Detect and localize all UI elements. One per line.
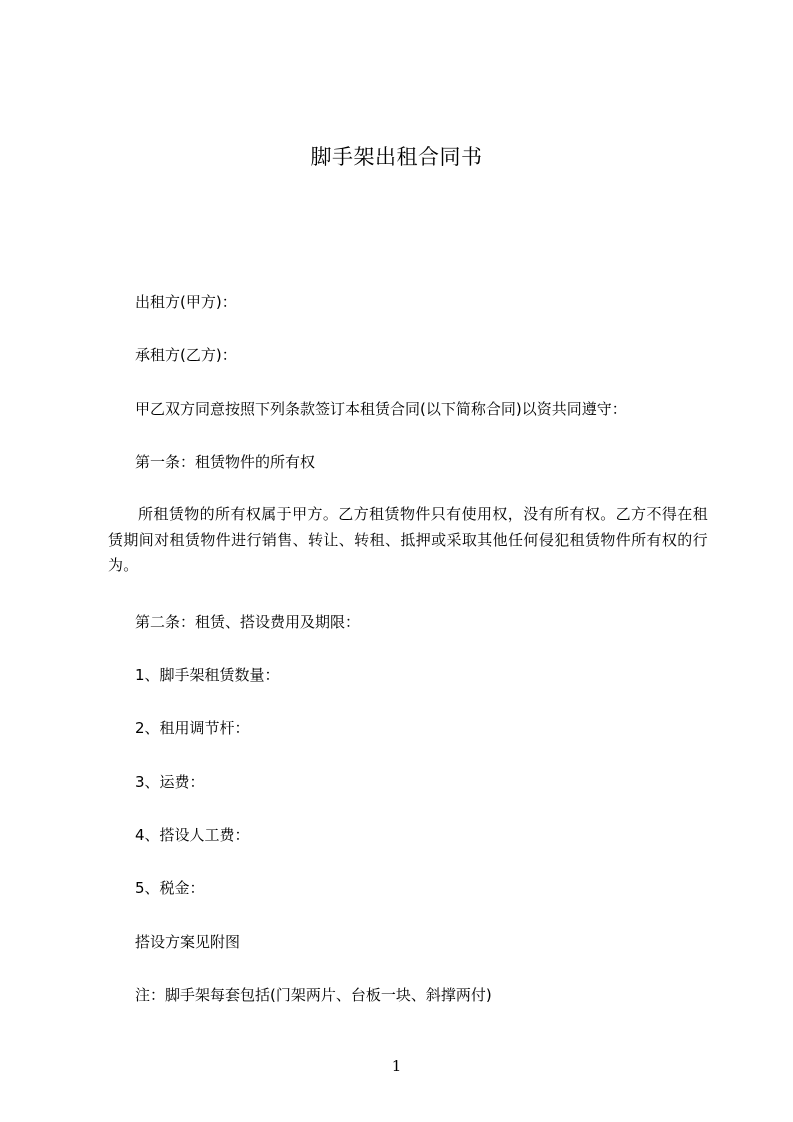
article-1-heading: 第一条：租赁物件的所有权 <box>135 453 316 471</box>
lessee-label: 承租方(乙方)： <box>135 346 237 364</box>
scheme-note: 搭设方案见附图 <box>135 933 241 951</box>
list-item-tax: 5、税金： <box>135 879 205 897</box>
list-item-adjust-rod: 2、租用调节杆： <box>135 719 250 737</box>
list-item-labor: 4、搭设人工费： <box>135 826 250 844</box>
list-item-freight: 3、运费： <box>135 773 205 791</box>
list-item-quantity: 1、脚手架租赁数量： <box>135 666 280 684</box>
article-2-heading: 第二条：租赁、搭设费用及期限： <box>135 613 361 631</box>
lessor-label: 出租方(甲方)： <box>135 293 237 311</box>
article-1-body: 所租赁物的所有权属于甲方。乙方租赁物件只有使用权，没有所有权。乙方不得在租赁期间对租赁物件进行销售、转让、转租、抵押或采取其他任何侵犯租赁物件所有权的行为。 <box>108 505 708 574</box>
intro-text: 甲乙双方同意按照下列条款签订本租赁合同(以下简称合同)以资共同遵守： <box>135 400 627 418</box>
document-title: 脚手架出租合同书 <box>310 145 483 169</box>
page-number: 1 <box>391 1057 402 1075</box>
equipment-note: 注：脚手架每套包括(门架两片、台板一块、斜撑两付) <box>135 986 492 1004</box>
